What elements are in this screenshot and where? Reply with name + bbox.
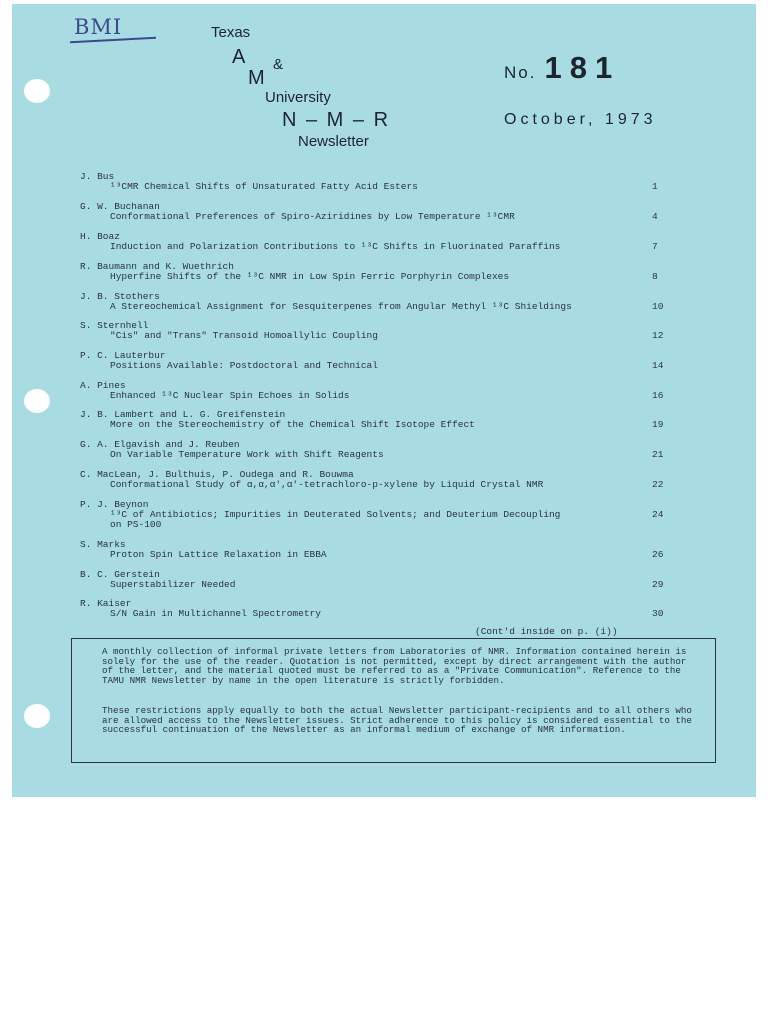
toc-entry	[80, 570, 680, 590]
newsletter-cover	[12, 4, 756, 797]
toc-title: ¹³CMR Chemical Shifts of Unsaturated Fatty Acid Esters	[110, 181, 418, 192]
toc-title: On Variable Temperature Work with Shift Reagents	[110, 449, 384, 460]
masthead-ampersand: &	[273, 56, 284, 73]
issue-number-label: No.	[504, 63, 537, 82]
toc-title: A Stereochemical Assignment for Sesquiterpenes from Angular Methyl ¹³C Shieldings	[110, 301, 572, 312]
toc-entry	[80, 292, 680, 312]
restrictions-notice-box	[71, 638, 716, 763]
toc-entry	[80, 172, 680, 192]
toc-authors: B. C. Gerstein	[80, 569, 160, 580]
toc-page: 24	[652, 509, 664, 520]
toc-title: Induction and Polarization Contributions to ¹³C Shifts in Fluorinated Paraffins	[110, 241, 561, 252]
toc-title: Conformational Study of α,α,α',α'-tetrachloro-p-xylene by Liquid Crystal NMR	[110, 479, 544, 490]
toc-entry	[80, 202, 680, 222]
masthead-texas: Texas	[211, 24, 251, 41]
issue-date: October, 1973	[504, 111, 657, 128]
toc-page: 19	[652, 419, 664, 430]
toc-title: ¹³C of Antibiotics; Impurities in Deuterated Solvents; and Deuterium Decoupling	[110, 509, 561, 520]
toc-page: 12	[652, 330, 664, 341]
toc-authors: G. W. Buchanan	[80, 201, 160, 212]
toc-page: 29	[652, 579, 664, 590]
notice-paragraph-1: A monthly collection of informal private letters from Laboratories of NMR. Information contained herein is solely for the use of the reader. Quotation is not permitted, except by direct arrangement with the author of the letter, and the material quoted must be referred to as a "Private Communication". Reference to the TAMU NMR Newsletter by name in the open literature is strictly forbidden.	[102, 646, 687, 686]
toc-authors: G. A. Elgavish and J. Reuben	[80, 439, 240, 450]
toc-entry	[80, 440, 680, 460]
toc-authors: S. Marks	[80, 539, 126, 550]
masthead-a: A	[232, 46, 248, 68]
toc-authors: J. B. Lambert and L. G. Greifenstein	[80, 409, 286, 420]
toc-page: 22	[652, 479, 664, 490]
toc-entry	[80, 262, 680, 282]
toc-page: 16	[652, 390, 664, 401]
toc-title: More on the Stereochemistry of the Chemical Shift Isotope Effect	[110, 419, 475, 430]
toc-authors: R. Baumann and K. Wuethrich	[80, 261, 234, 272]
toc-authors: H. Boaz	[80, 231, 120, 242]
toc-page: 10	[652, 301, 664, 312]
toc-entry	[80, 381, 680, 401]
toc-entry	[80, 410, 680, 430]
toc-authors: P. C. Lauterbur	[80, 350, 166, 361]
toc-entry	[80, 232, 680, 252]
binder-hole	[24, 704, 50, 728]
toc-page: 21	[652, 449, 664, 460]
toc-title: Superstabilizer Needed	[110, 579, 236, 590]
issue-number	[504, 50, 620, 86]
toc-entry	[80, 540, 680, 560]
masthead-newsletter: Newsletter	[298, 133, 369, 150]
toc-page: 14	[652, 360, 664, 371]
toc-authors: P. J. Beynon	[80, 499, 149, 510]
toc-authors: C. MacLean, J. Bulthuis, P. Oudega and R. Bouwma	[80, 469, 354, 480]
toc-entry	[80, 500, 680, 530]
masthead-university: University	[265, 89, 331, 106]
toc-title: Positions Available: Postdoctoral and Technical	[110, 360, 378, 371]
handwritten-note: BMI	[74, 15, 123, 39]
toc-page: 26	[652, 549, 664, 560]
toc-title: S/N Gain in Multichannel Spectrometry	[110, 608, 321, 619]
toc-title: Hyperfine Shifts of the ¹³C NMR in Low Spin Ferric Porphyrin Complexes	[110, 271, 510, 282]
toc-authors: J. B. Stothers	[80, 291, 160, 302]
continued-note: (Cont'd inside on p. (i))	[475, 626, 618, 637]
toc-title: Conformational Preferences of Spiro-Aziridines by Low Temperature ¹³CMR	[110, 211, 515, 222]
toc-entry	[80, 470, 680, 490]
toc-authors: R. Kaiser	[80, 598, 132, 609]
toc-title-continued: on PS-100	[110, 519, 162, 530]
toc-authors: J. Bus	[80, 171, 115, 182]
binder-hole	[24, 389, 50, 413]
toc-entry	[80, 599, 680, 619]
notice-paragraph-2: These restrictions apply equally to both the actual Newsletter participant-recipients and to all others who are allowed access to the Newsletter issues. Strict adherence to this policy is considered essential to the successful continuation of the Newsletter as an informal medium of exchange of NMR information.	[102, 705, 692, 735]
toc-page: 8	[652, 271, 658, 282]
toc-entry	[80, 321, 680, 341]
masthead-m: M	[248, 67, 267, 89]
toc-entry	[80, 351, 680, 371]
toc-page: 30	[652, 608, 664, 619]
toc-page: 1	[652, 181, 658, 192]
toc-title: Proton Spin Lattice Relaxation in EBBA	[110, 549, 327, 560]
issue-number-value: 181	[544, 50, 621, 85]
binder-hole	[24, 79, 50, 103]
toc-authors: A. Pines	[80, 380, 126, 391]
toc-title: Enhanced ¹³C Nuclear Spin Echoes in Solids	[110, 390, 350, 401]
toc-authors: S. Sternhell	[80, 320, 149, 331]
masthead-nmr: N – M – R	[282, 109, 391, 131]
toc-title: "Cis" and "Trans" Transoid Homoallylic Coupling	[110, 330, 378, 341]
toc-page: 7	[652, 241, 658, 252]
toc-page: 4	[652, 211, 658, 222]
